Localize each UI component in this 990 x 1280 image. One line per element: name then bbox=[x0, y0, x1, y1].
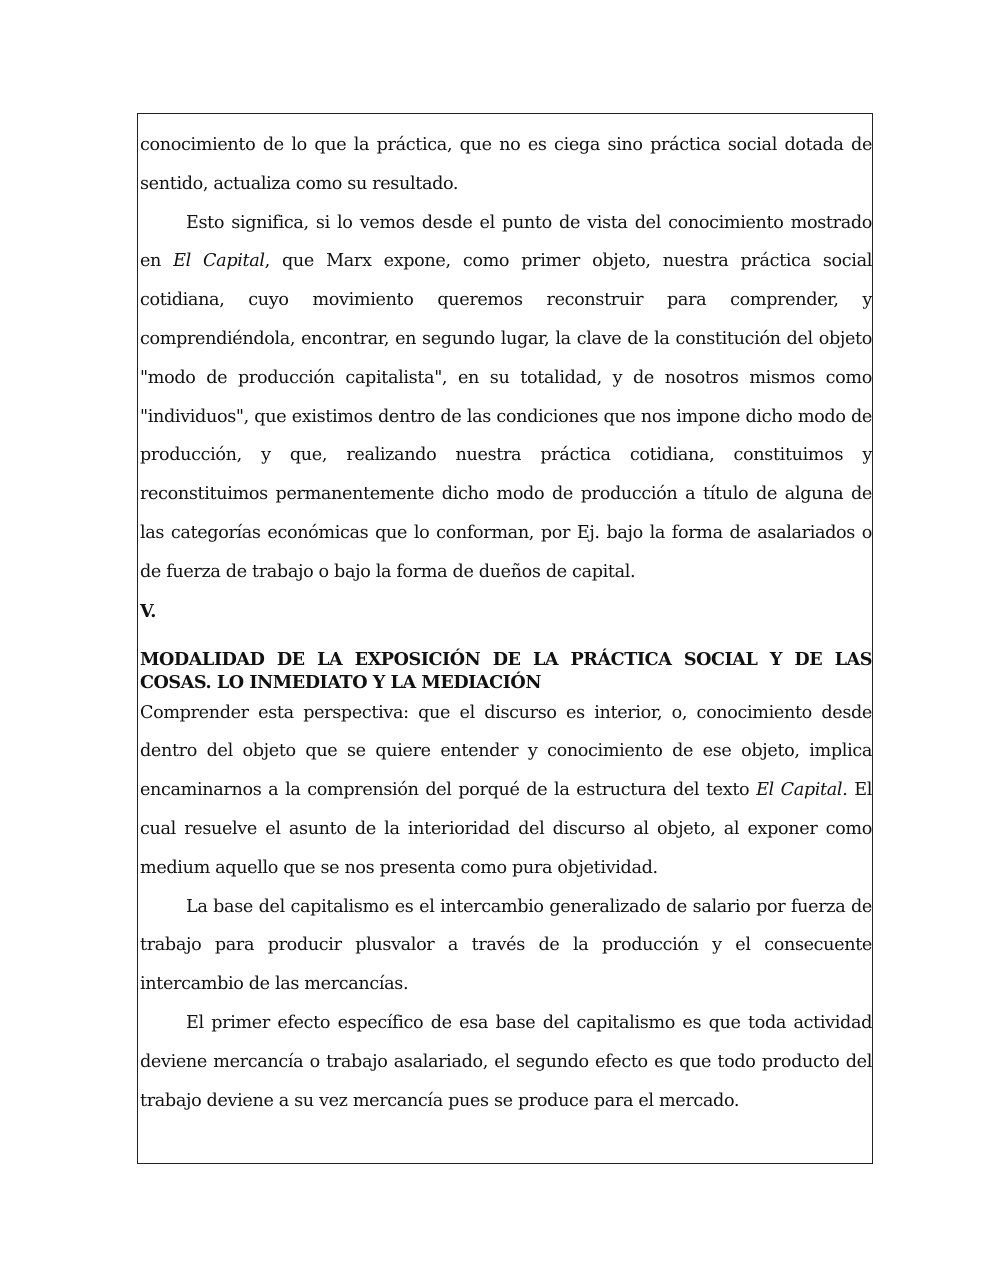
paragraph-text-before: Comprender esta perspectiva: que el discurso es interior, o, conocimiento desde dentro del objeto que se quiere entender y conocimiento de ese objeto, implica encaminarnos a la comprensión del porqué de la estructura del texto bbox=[140, 702, 872, 801]
paragraph-continuation: conocimiento de lo que la práctica, que no es ciega sino práctica social dotada de sentido, actualiza como su resultado. bbox=[140, 135, 872, 194]
document-body bbox=[140, 126, 872, 1120]
paragraph-el-capital-perspective bbox=[140, 204, 872, 592]
book-title-italic: El Capital bbox=[756, 780, 843, 801]
paragraph-capitalism-base: La base del capitalismo es el intercambio generalizado de salario por fuerza de trabajo para producir plusvalor a través de la producción y el consecuente intercambio de las mercancías. bbox=[140, 896, 872, 995]
paragraph-first-effect: El primer efecto específico de esa base del capitalismo es que toda actividad deviene mercancía o trabajo asalariado, el segundo efecto es que todo producto del trabajo deviene a su vez mercancía pues se produce para el mercado. bbox=[140, 1012, 872, 1111]
paragraph-text-after: . El cual resuelve el asunto de la interioridad del discurso al objeto, al exponer como medium aquello que se nos presenta como pura objetividad. bbox=[140, 780, 872, 878]
paragraph-perspective bbox=[140, 694, 872, 888]
paragraph-text-after: , que Marx expone, como primer objeto, nuestra práctica social cotidiana, cuyo movimiento queremos reconstruir para comprender, y comprendiéndola, encontrar, en segundo lugar, la clave de la constitución del objeto "modo de producción capitalista", en su totalidad, y de nosotros mismos como "individuos", que existimos dentro de las condiciones que nos impone dicho modo de producción, y que, realizando nuestra práctica cotidiana, constituimos y reconstituimos permanentemente dicho modo de producción a título de alguna de las categorías económicas que lo conforman, por Ej. bajo la forma de asalariados o de fuerza de trabajo o bajo la forma de dueños de capital. bbox=[140, 251, 872, 582]
section-title: MODALIDAD DE LA EXPOSICIÓN DE LA PRÁCTICA SOCIAL Y DE LAS COSAS. LO INMEDIATO Y LA MEDIACIÓN bbox=[140, 648, 872, 693]
book-title-italic: El Capital bbox=[173, 251, 265, 272]
paragraph-text-before: Esto significa, si lo vemos desde el punto de vista del conocimiento mostrado en bbox=[140, 212, 872, 272]
section-number: V. bbox=[140, 600, 156, 622]
